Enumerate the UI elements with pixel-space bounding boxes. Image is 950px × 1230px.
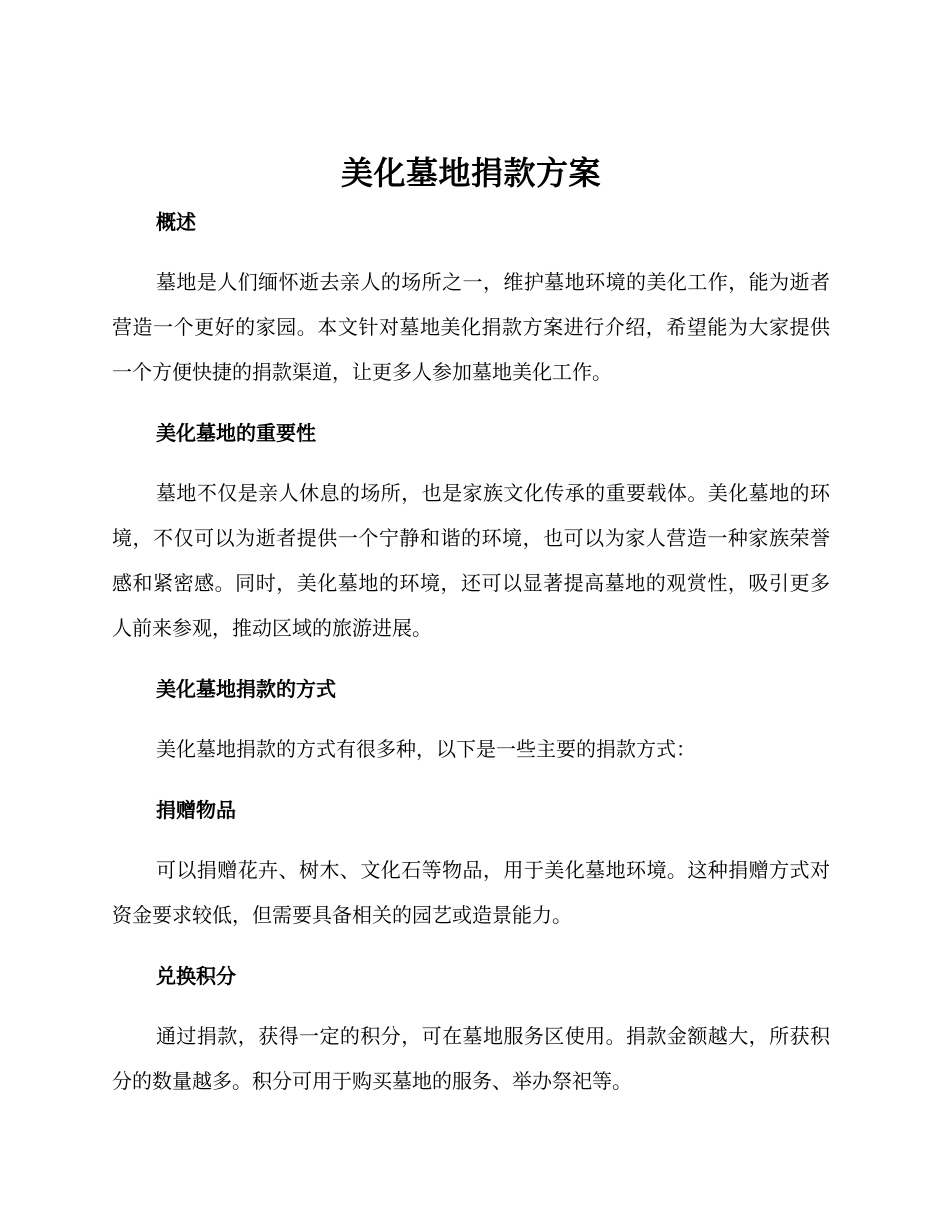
section-donate-items — [112, 796, 830, 938]
section-heading-overview: 概述 — [156, 210, 196, 234]
section-heading-donate-items: 捐赠物品 — [156, 798, 236, 822]
document-body — [112, 150, 830, 1104]
section-paragraph-redeem-points: 通过捐款，获得一定的积分，可在墓地服务区使用。捐款金额越大，所获积分的数量越多。积分可用于购买墓地的服务、举办祭祀等。 — [112, 1024, 830, 1093]
section-heading-importance: 美化墓地的重要性 — [156, 421, 316, 445]
section-paragraph-donation-methods: 美化墓地捐款的方式有很多种，以下是一些主要的捐款方式： — [156, 737, 696, 761]
section-paragraph-donate-items: 可以捐赠花卉、树木、文化石等物品，用于美化墓地环境。这种捐赠方式对资金要求较低，但需要具备相关的园艺或造景能力。 — [112, 858, 830, 927]
section-heading-donation-methods: 美化墓地捐款的方式 — [156, 677, 336, 701]
section-overview — [112, 208, 830, 395]
document-title: 美化墓地捐款方案 — [340, 154, 601, 192]
section-redeem-points — [112, 962, 830, 1104]
section-paragraph-importance: 墓地不仅是亲人休息的场所，也是家族文化传承的重要载体。美化墓地的环境，不仅可以为逝者提供一个宁静和谐的环境，也可以为家人营造一种家族荣誉感和紧密感。同时，美化墓地的环境，还可以显著提高墓地的观赏性，吸引更多人前来参观，推动区域的旅游进展。 — [112, 481, 830, 640]
section-heading-redeem-points: 兑换积分 — [156, 964, 236, 988]
section-donation-methods — [112, 675, 830, 772]
section-importance — [112, 419, 830, 651]
section-paragraph-overview: 墓地是人们缅怀逝去亲人的场所之一，维护墓地环境的美化工作，能为逝者营造一个更好的家园。本文针对墓地美化捐款方案进行介绍，希望能为大家提供一个方便快捷的捐款渠道，让更多人参加墓地美化工作。 — [112, 270, 830, 384]
